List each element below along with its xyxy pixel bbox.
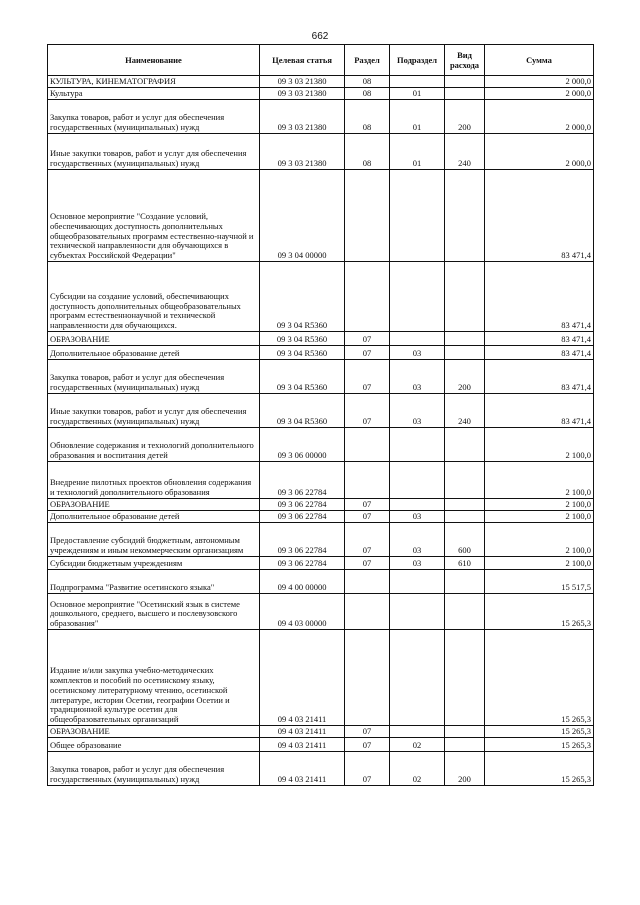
row-subsection: 02 xyxy=(390,738,445,752)
row-section: 08 xyxy=(345,76,390,88)
row-code: 09 3 06 22784 xyxy=(260,462,345,499)
row-name: Закупка товаров, работ и услуг для обеспечения государственных (муниципальных) нужд xyxy=(48,100,260,134)
table-body xyxy=(48,76,594,786)
row-expense-type xyxy=(445,76,485,88)
row-expense-type: 240 xyxy=(445,394,485,428)
row-amount: 2 100,0 xyxy=(485,499,594,511)
row-amount: 2 000,0 xyxy=(485,134,594,170)
row-subsection: 03 xyxy=(390,511,445,523)
row-section: 07 xyxy=(345,332,390,346)
row-subsection: 03 xyxy=(390,394,445,428)
row-code: 09 3 06 22784 xyxy=(260,499,345,511)
table-row xyxy=(48,499,594,511)
row-subsection xyxy=(390,570,445,594)
row-expense-type xyxy=(445,499,485,511)
row-code: 09 4 03 21411 xyxy=(260,630,345,726)
row-amount: 2 000,0 xyxy=(485,76,594,88)
table-row xyxy=(48,170,594,262)
row-amount: 15 265,3 xyxy=(485,630,594,726)
row-subsection: 01 xyxy=(390,88,445,100)
row-name: Внедрение пилотных проектов обновления содержания и технологий дополнительного образования xyxy=(48,462,260,499)
row-subsection: 02 xyxy=(390,752,445,786)
table-row xyxy=(48,594,594,630)
row-subsection xyxy=(390,170,445,262)
row-subsection: 03 xyxy=(390,557,445,570)
row-name: Издание и/или закупка учебно-методических комплектов и пособий по осетинскому языку, осетинскому литературному чтению, осетинской литературе, истории Осетии, географии Осетии и традиционной культуре осетин для общеобразовательных организаций xyxy=(48,630,260,726)
row-expense-type xyxy=(445,332,485,346)
row-amount: 2 000,0 xyxy=(485,100,594,134)
row-amount: 2 000,0 xyxy=(485,88,594,100)
row-code: 09 4 03 21411 xyxy=(260,726,345,738)
row-amount: 2 100,0 xyxy=(485,523,594,557)
row-amount: 2 100,0 xyxy=(485,428,594,462)
header-subsection: Подраздел xyxy=(390,45,445,76)
row-name: Субсидии бюджетным учреждениям xyxy=(48,557,260,570)
row-code: 09 3 06 22784 xyxy=(260,523,345,557)
row-subsection: 03 xyxy=(390,346,445,360)
row-section xyxy=(345,462,390,499)
row-name: Предоставление субсидий бюджетным, автономным учреждениям и иным некоммерческим организациям xyxy=(48,523,260,557)
row-name: Дополнительное образование детей xyxy=(48,346,260,360)
row-section: 08 xyxy=(345,88,390,100)
row-code: 09 3 03 21380 xyxy=(260,76,345,88)
row-expense-type xyxy=(445,738,485,752)
table-row xyxy=(48,346,594,360)
row-code: 09 3 03 21380 xyxy=(260,88,345,100)
row-code: 09 3 03 21380 xyxy=(260,134,345,170)
row-code: 09 4 03 21411 xyxy=(260,752,345,786)
row-section: 08 xyxy=(345,134,390,170)
row-section xyxy=(345,428,390,462)
row-name: Дополнительное образование детей xyxy=(48,511,260,523)
row-expense-type: 610 xyxy=(445,557,485,570)
page-number: 662 xyxy=(311,31,329,42)
row-amount: 15 265,3 xyxy=(485,594,594,630)
row-expense-type xyxy=(445,594,485,630)
budget-table xyxy=(47,44,594,786)
row-code: 09 4 00 00000 xyxy=(260,570,345,594)
row-expense-type xyxy=(445,88,485,100)
row-name: Субсидии на создание условий, обеспечивающих доступность дополнительных общеобразовательных программ естественнонаучной и технической направленности для обучающихся. xyxy=(48,262,260,332)
header-section: Раздел xyxy=(345,45,390,76)
row-section: 07 xyxy=(345,360,390,394)
row-section: 07 xyxy=(345,752,390,786)
row-subsection: 03 xyxy=(390,360,445,394)
row-code: 09 4 03 21411 xyxy=(260,738,345,752)
row-section xyxy=(345,262,390,332)
row-name: Подпрограмма "Развитие осетинского языка" xyxy=(48,570,260,594)
row-code: 09 3 04 R5360 xyxy=(260,262,345,332)
row-name: КУЛЬТУРА, КИНЕМАТОГРАФИЯ xyxy=(48,76,260,88)
row-subsection: 03 xyxy=(390,523,445,557)
row-section: 07 xyxy=(345,523,390,557)
row-section: 08 xyxy=(345,100,390,134)
row-name: ОБРАЗОВАНИЕ xyxy=(48,499,260,511)
row-name: Основное мероприятие "Создание условий, обеспечивающих доступность дополнительных общеобразовательных программ естественно-научной и технической направленности для обучающихся в субъектах Российской Федерации" xyxy=(48,170,260,262)
table-row xyxy=(48,428,594,462)
table-row xyxy=(48,570,594,594)
row-subsection xyxy=(390,630,445,726)
table-row xyxy=(48,134,594,170)
row-section xyxy=(345,170,390,262)
table-row xyxy=(48,462,594,499)
row-section: 07 xyxy=(345,726,390,738)
row-code: 09 3 03 21380 xyxy=(260,100,345,134)
row-expense-type xyxy=(445,346,485,360)
row-expense-type xyxy=(445,428,485,462)
row-expense-type: 240 xyxy=(445,134,485,170)
table-row xyxy=(48,262,594,332)
row-expense-type: 200 xyxy=(445,100,485,134)
row-code: 09 3 04 00000 xyxy=(260,170,345,262)
row-name: Основное мероприятие "Осетинский язык в системе дошкольного, среднего, высшего и послевузовского образования" xyxy=(48,594,260,630)
row-expense-type xyxy=(445,462,485,499)
table-row xyxy=(48,511,594,523)
row-section: 07 xyxy=(345,738,390,752)
row-amount: 83 471,4 xyxy=(485,262,594,332)
row-subsection xyxy=(390,594,445,630)
header-expense-type: Вид расхода xyxy=(445,45,485,76)
row-name: Культура xyxy=(48,88,260,100)
row-section: 07 xyxy=(345,557,390,570)
row-subsection xyxy=(390,726,445,738)
row-subsection: 01 xyxy=(390,134,445,170)
table-header-row xyxy=(48,45,594,76)
row-name: Закупка товаров, работ и услуг для обеспечения государственных (муниципальных) нужд xyxy=(48,752,260,786)
row-amount: 83 471,4 xyxy=(485,394,594,428)
row-expense-type xyxy=(445,630,485,726)
row-section xyxy=(345,570,390,594)
table-row xyxy=(48,557,594,570)
row-subsection xyxy=(390,262,445,332)
row-name: Обновление содержания и технологий дополнительного образования и воспитания детей xyxy=(48,428,260,462)
row-subsection: 01 xyxy=(390,100,445,134)
row-amount: 83 471,4 xyxy=(485,170,594,262)
row-name: Общее образование xyxy=(48,738,260,752)
row-code: 09 3 06 22784 xyxy=(260,557,345,570)
row-name: ОБРАЗОВАНИЕ xyxy=(48,332,260,346)
row-expense-type: 600 xyxy=(445,523,485,557)
row-amount: 2 100,0 xyxy=(485,511,594,523)
row-name: ОБРАЗОВАНИЕ xyxy=(48,726,260,738)
row-section: 07 xyxy=(345,499,390,511)
row-section xyxy=(345,594,390,630)
row-expense-type: 200 xyxy=(445,360,485,394)
row-code: 09 3 04 R5360 xyxy=(260,360,345,394)
row-amount: 15 265,3 xyxy=(485,752,594,786)
row-subsection xyxy=(390,462,445,499)
table-row xyxy=(48,332,594,346)
row-subsection xyxy=(390,499,445,511)
row-subsection xyxy=(390,76,445,88)
table-row xyxy=(48,100,594,134)
row-code: 09 3 06 00000 xyxy=(260,428,345,462)
table-row xyxy=(48,523,594,557)
row-amount: 83 471,4 xyxy=(485,360,594,394)
row-code: 09 3 04 R5360 xyxy=(260,332,345,346)
table-row xyxy=(48,726,594,738)
row-expense-type xyxy=(445,726,485,738)
row-name: Закупка товаров, работ и услуг для обеспечения государственных (муниципальных) нужд xyxy=(48,360,260,394)
table-row xyxy=(48,360,594,394)
table-row xyxy=(48,88,594,100)
row-section: 07 xyxy=(345,394,390,428)
row-expense-type: 200 xyxy=(445,752,485,786)
row-amount: 15 265,3 xyxy=(485,726,594,738)
row-amount: 83 471,4 xyxy=(485,332,594,346)
row-code: 09 3 04 R5360 xyxy=(260,346,345,360)
row-amount: 15 265,3 xyxy=(485,738,594,752)
row-expense-type xyxy=(445,511,485,523)
table-row xyxy=(48,394,594,428)
row-section xyxy=(345,630,390,726)
table-row xyxy=(48,630,594,726)
row-section: 07 xyxy=(345,346,390,360)
table-row xyxy=(48,752,594,786)
row-code: 09 4 03 00000 xyxy=(260,594,345,630)
row-code: 09 3 04 R5360 xyxy=(260,394,345,428)
row-subsection xyxy=(390,428,445,462)
row-name: Иные закупки товаров, работ и услуг для обеспечения государственных (муниципальных) нужд xyxy=(48,134,260,170)
row-expense-type xyxy=(445,170,485,262)
table-row xyxy=(48,738,594,752)
row-expense-type xyxy=(445,570,485,594)
header-name: Наименование xyxy=(48,45,260,76)
row-name: Иные закупки товаров, работ и услуг для обеспечения государственных (муниципальных) нужд xyxy=(48,394,260,428)
row-amount: 15 517,5 xyxy=(485,570,594,594)
row-subsection xyxy=(390,332,445,346)
row-amount: 83 471,4 xyxy=(485,346,594,360)
row-amount: 2 100,0 xyxy=(485,462,594,499)
row-amount: 2 100,0 xyxy=(485,557,594,570)
table-row xyxy=(48,76,594,88)
row-section: 07 xyxy=(345,511,390,523)
header-code: Целевая статья xyxy=(260,45,345,76)
header-amount: Сумма xyxy=(485,45,594,76)
row-code: 09 3 06 22784 xyxy=(260,511,345,523)
row-expense-type xyxy=(445,262,485,332)
